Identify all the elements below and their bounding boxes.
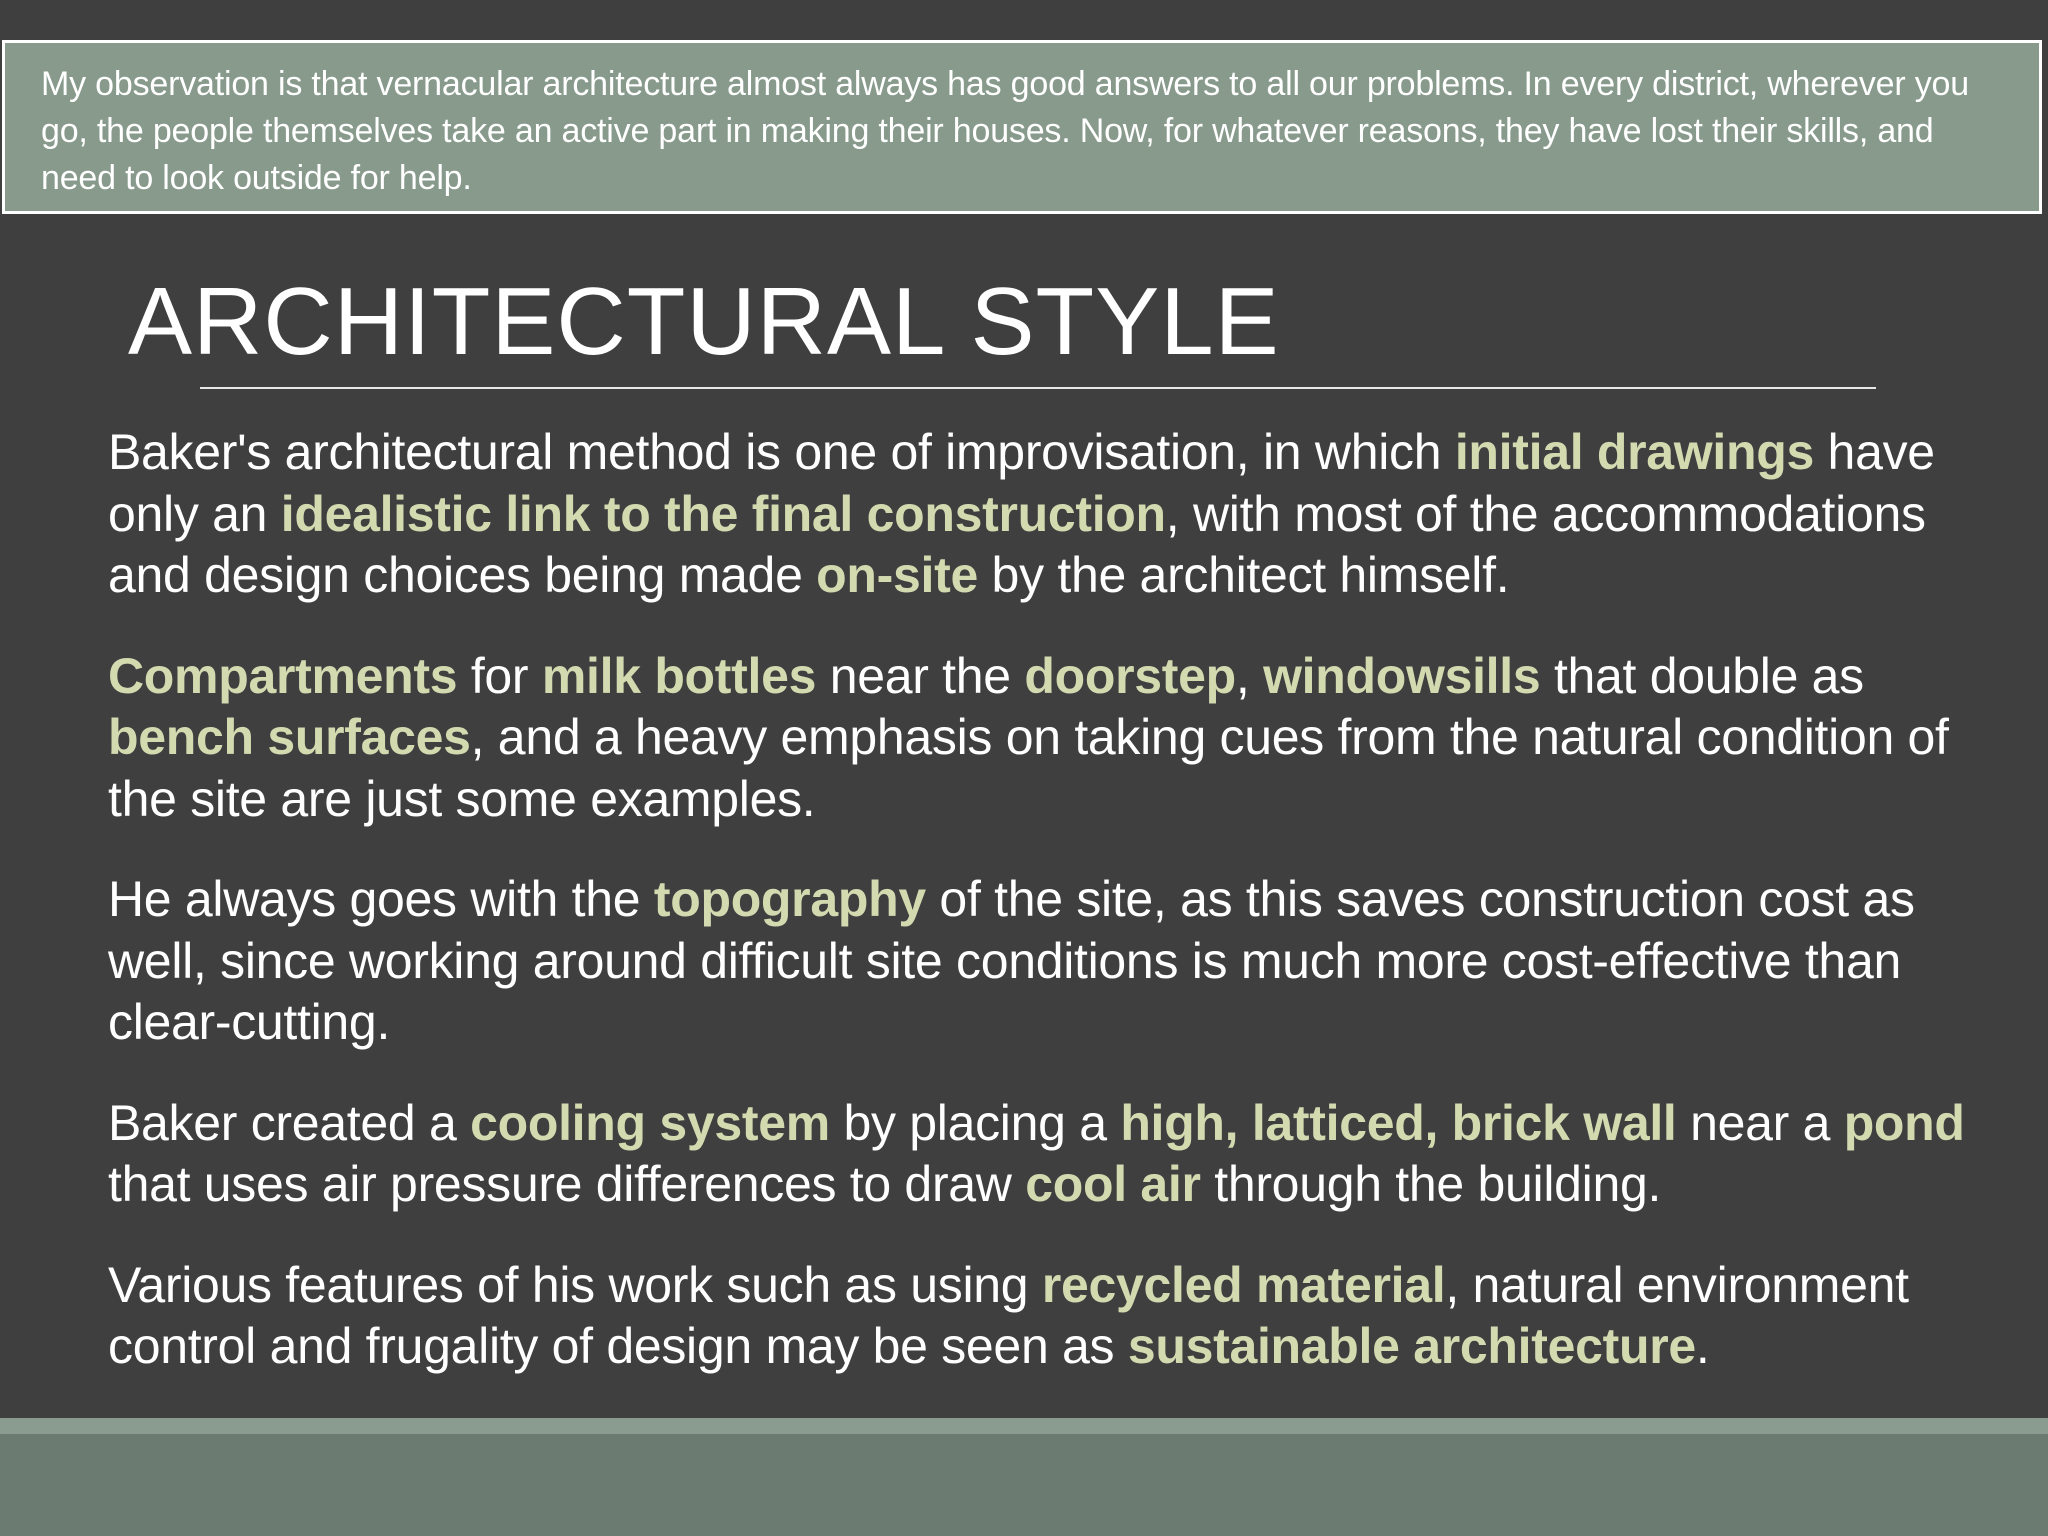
highlight-cool-air: cool air xyxy=(1025,1156,1201,1212)
text-span: He always goes with the xyxy=(108,871,654,927)
highlight-recycled-material: recycled material xyxy=(1041,1256,1446,1313)
text-span: by placing a xyxy=(829,1094,1121,1151)
paragraph-method xyxy=(108,422,2008,607)
text-span: , and a heavy emphasis on taking cues from the natural condition of the site are just some examples. xyxy=(108,709,1949,827)
quote-text: My observation is that vernacular architecture almost always has good answers to all our problems. In every district, wherever you go, the people themselves take an active part in making their houses. Now, for whatever reasons, they have lost their skills, and need to look outside for help. xyxy=(41,65,1969,197)
highlight-topography: topography xyxy=(653,871,926,927)
text-span: that uses air pressure differences to draw xyxy=(108,1156,1026,1212)
text-span: , with most of the accommodations and design choices being made xyxy=(108,485,1926,603)
text-span: have only an xyxy=(108,424,1935,542)
highlight-on-site: on-site xyxy=(816,547,978,603)
quote-box xyxy=(2,40,2042,214)
paragraph-sustainability xyxy=(108,1255,2008,1378)
highlight-brick-wall: high, latticed, brick wall xyxy=(1120,1094,1677,1151)
slide-title: ARCHITECTURAL STYLE xyxy=(128,268,1280,375)
highlight-sustainable-architecture: sustainable architecture xyxy=(1127,1318,1696,1374)
highlight-doorstep: doorstep xyxy=(1024,647,1236,704)
highlight-windowsills: windowsills xyxy=(1263,647,1541,704)
text-span: that double as xyxy=(1540,647,1864,704)
text-span: , natural environment control and frugality of design may be seen as xyxy=(108,1256,1909,1374)
text-span: near the xyxy=(816,647,1025,704)
slide-body xyxy=(108,422,2008,1417)
footer-stripe xyxy=(0,1418,2048,1434)
text-span: Baker's architectural method is one of improvisation, in which xyxy=(108,424,1455,480)
text-span: for xyxy=(457,647,542,704)
text-span: . xyxy=(1695,1318,1710,1374)
title-underline xyxy=(200,387,1876,389)
text-span: by the architect himself. xyxy=(977,547,1510,603)
highlight-initial-drawings: initial drawings xyxy=(1454,424,1814,480)
text-span: Baker created a xyxy=(108,1094,471,1151)
highlight-bench-surfaces: bench surfaces xyxy=(108,709,471,765)
highlight-compartments: Compartments xyxy=(108,647,458,704)
highlight-pond: pond xyxy=(1843,1094,1965,1151)
paragraph-topography xyxy=(108,869,2008,1054)
highlight-idealistic-link: idealistic link to the final construction xyxy=(280,485,1166,542)
footer-band xyxy=(0,1434,2048,1536)
highlight-milk-bottles: milk bottles xyxy=(541,647,817,704)
text-span: Various features of his work such as using xyxy=(108,1256,1042,1313)
text-span: of the site, as this saves construction cost as well, since working around difficult site conditions is much more cost-effective than clear-cutting. xyxy=(108,871,1915,1050)
highlight-cooling-system: cooling system xyxy=(470,1094,830,1151)
text-span: near a xyxy=(1676,1094,1844,1151)
text-span: , xyxy=(1235,647,1264,704)
paragraph-examples xyxy=(108,646,2008,831)
paragraph-cooling xyxy=(108,1093,2008,1216)
text-span: through the building. xyxy=(1200,1156,1662,1212)
